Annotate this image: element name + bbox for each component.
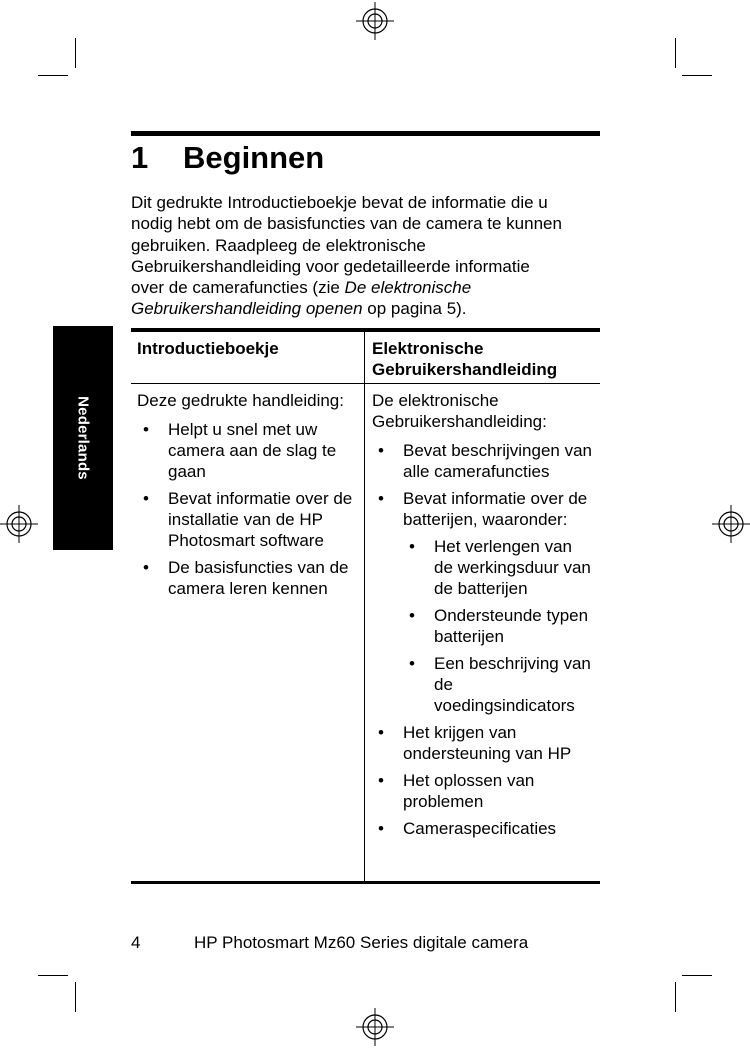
table-cell-right xyxy=(372,390,594,839)
footer-title: HP Photosmart Mz60 Series digitale camera xyxy=(194,933,529,952)
table-cell-left xyxy=(137,390,361,599)
table-header-left: Introductieboekje xyxy=(137,339,279,358)
chapter-heading xyxy=(131,138,324,178)
table-bottom-rule xyxy=(131,881,600,884)
list-item: • Bevat beschrijvingen van alle camerafuncties xyxy=(372,440,594,482)
cell-intro: De elektronische Gebruikershandleiding: xyxy=(372,391,547,431)
intro-link-text: De elektronische xyxy=(344,278,472,298)
chapter-title: Beginnen xyxy=(183,140,325,175)
sub-list-item: • Een beschrijving van de voedingsindicators xyxy=(403,653,594,716)
intro-line: nodig hebt om de basisfuncties van de camera te kunnen xyxy=(131,214,562,234)
cell-intro: Deze gedrukte handleiding: xyxy=(137,391,344,410)
intro-line: Dit gedrukte Introductieboekje bevat de informatie die u xyxy=(131,193,548,212)
intro-line xyxy=(131,277,603,298)
list-item: • Het oplossen van problemen xyxy=(372,770,594,812)
registration-mark-icon xyxy=(356,2,394,40)
page-footer xyxy=(131,932,528,953)
table-top-rule xyxy=(131,328,600,332)
crop-mark xyxy=(682,75,712,76)
list-item: • Bevat informatie over de batterijen, waaronder: xyxy=(372,488,594,530)
crop-mark xyxy=(682,975,712,976)
registration-mark-icon xyxy=(356,1008,394,1046)
chapter-number: 1 xyxy=(131,140,149,175)
list-item: • Het krijgen van ondersteuning van HP xyxy=(372,722,594,764)
table-column-right xyxy=(372,338,602,380)
table-header-rule xyxy=(131,383,600,384)
table-header-right: Elektronische Gebruikershandleiding xyxy=(372,339,558,379)
list-item: • Bevat informatie over de installatie van de HP Photosmart software xyxy=(137,488,361,551)
intro-link-text: Gebruikershandleiding openen xyxy=(131,299,363,319)
intro-paragraph xyxy=(131,192,603,320)
crop-mark xyxy=(38,975,68,976)
table-column-left xyxy=(137,338,361,359)
list-item: • Helpt u snel met uw camera aan de slag te gaan xyxy=(137,419,361,482)
crop-mark xyxy=(75,38,76,68)
intro-line: Gebruikershandleiding voor gedetailleerde informatie xyxy=(131,256,530,276)
list-item: • De basisfuncties van de camera leren kennen xyxy=(137,557,361,599)
page-number: 4 xyxy=(131,933,141,952)
intro-text: op pagina 5). xyxy=(362,299,467,319)
registration-mark-icon xyxy=(0,505,38,543)
crop-mark xyxy=(38,75,68,76)
crop-mark xyxy=(75,982,76,1012)
intro-text: over de camerafuncties (zie xyxy=(131,278,345,298)
crop-mark xyxy=(675,38,676,68)
intro-line xyxy=(131,298,603,319)
chapter-rule xyxy=(131,131,600,136)
language-tab-label: Nederlands xyxy=(74,396,92,480)
registration-mark-icon xyxy=(712,505,750,543)
sub-list-item: • Ondersteunde typen batterijen xyxy=(403,605,594,647)
table-column-divider xyxy=(364,332,365,881)
intro-line: gebruiken. Raadpleeg de elektronische xyxy=(131,235,426,255)
crop-mark xyxy=(675,982,676,1012)
sub-list-item: • Het verlengen van de werkingsduur van de batterijen xyxy=(403,536,594,599)
list-item: • Cameraspecificaties xyxy=(372,818,594,839)
